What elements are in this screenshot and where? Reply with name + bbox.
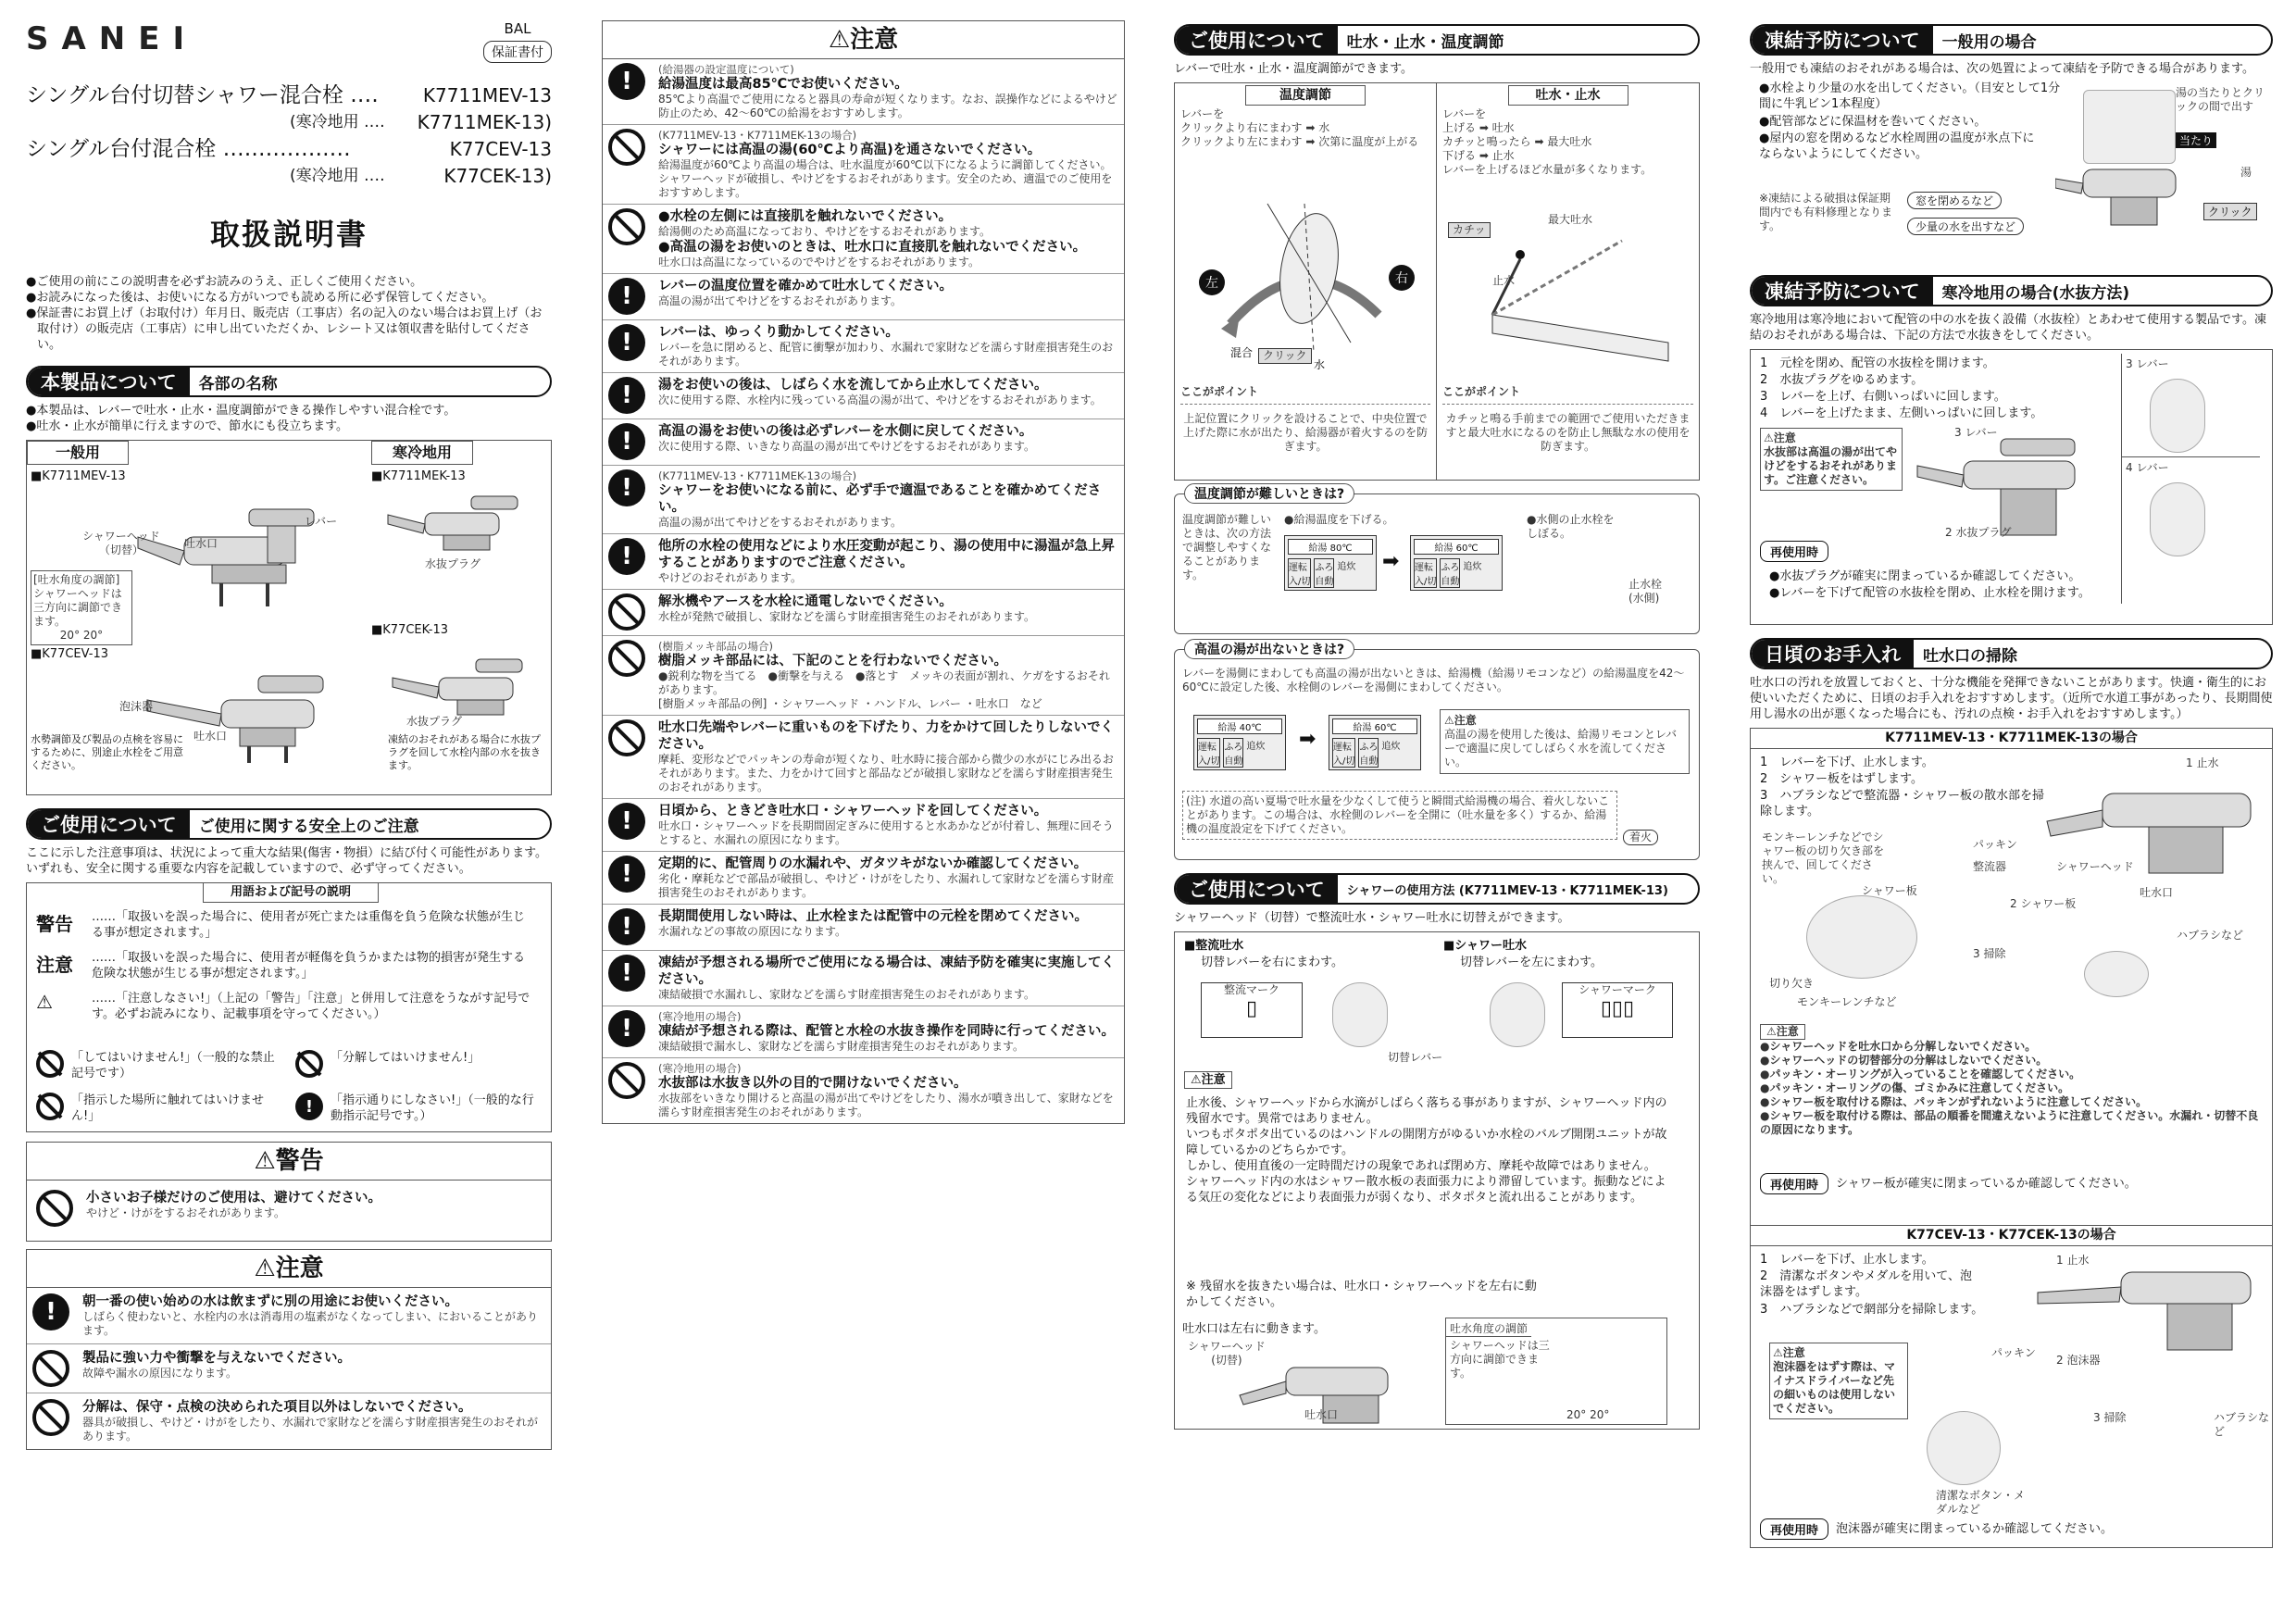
label-drain-plug: 水抜プラグ (425, 557, 481, 570)
stop-label: 止水 (1492, 274, 1516, 287)
caution-detail: やけどのおそれがあります。 (658, 571, 803, 584)
warranty-tag: 保証書付 (483, 41, 552, 63)
mandatory-icon: ! (608, 955, 645, 992)
mandatory-icon: ! (608, 423, 645, 460)
prohibit-icon (608, 208, 645, 245)
remote-before: 給湯 40℃ 運転 入/切 ふろ 自動 追炊 (1193, 715, 1286, 770)
mix-label: 混合 (1230, 346, 1254, 359)
prohibit-icon (608, 719, 645, 756)
drain-step: 3 レバーを上げ、右側いっぱいに回します。 (1760, 390, 2006, 404)
care-caution-2: ⚠注意 泡沫器をはずす際は、マイナスドライバーなど先の細いものは使用しないでください。 (1769, 1343, 1908, 1419)
shower-mark-icon: ▯▯▯ (1600, 997, 1635, 1020)
caution-item (603, 373, 1124, 419)
label-lever: レバー (305, 515, 338, 528)
no-hot-text: レバーを湯側にまわしても高温の湯が出ないときは、給湯機（給湯リモコンなど）の給湯温度を42～60℃に設定した後、水栓側のレバーを湯側にまわしてください。 (1182, 667, 1685, 693)
angle-callout: [吐水角度の調節] シャワーヘッドは三方向に調節できます。 20° 20° (31, 570, 132, 645)
care-step: 3 ハブラシなどで整流器・シャワー板の散水部を掃除します。 (1760, 789, 2045, 818)
label-spout: 吐水口 (184, 537, 218, 550)
label-lever: 3 レバー (1954, 426, 1998, 439)
lever-diagram (1174, 82, 1700, 481)
point-label: ここがポイント (1442, 385, 1521, 398)
caution-note: (寒冷地用の場合) (658, 1010, 742, 1023)
care-step: 1 レバーを下げ、止水します。 (1760, 1253, 1934, 1267)
note-cold: 凍結のおそれがある場合に水抜プラグを回して水栓内部の水を抜きます。 (388, 733, 541, 771)
prohibit-icon (32, 1350, 69, 1387)
document-title: 取扱説明書 (209, 217, 368, 252)
step-label: 1 止水 (2056, 1254, 2090, 1267)
no-hot-title: 高温の湯が出ないときは? (1184, 639, 1354, 659)
reuse-text: ●水抜プラグが確実に閉まっているか確認してください。 (1769, 569, 2081, 583)
arrow-icon: ➡ (1382, 550, 1400, 573)
caution-item (603, 466, 1124, 534)
mandatory-icon: ! (608, 856, 645, 893)
switch-lever-label: 切替レバー (1388, 1051, 1443, 1064)
caution-item (603, 419, 1124, 466)
no-hot-box (1174, 643, 1700, 860)
note-general: 水勢調節及び製品の点検を容易にするために、別途止水栓をご用意ください。 (31, 733, 183, 771)
caution-item (603, 590, 1124, 636)
caution-detail: ●鋭利な物を当てる ●衝撃を与える ●落とす メッキの表面が割れ、ケガをするおそれがあります。 (658, 669, 1110, 696)
caution-heading: 湯をお使いの後は、しばらく水を流してから止水してください。 (658, 378, 1048, 393)
label-rectifier: 整流器 (1973, 860, 2007, 873)
product-line-2: (寒冷地用 ‥‥ K7711MEK-13) (290, 111, 552, 133)
warning-sub: やけど・けがをするおそれがあります。 (86, 1206, 286, 1219)
drain-procedure-box (1750, 349, 2273, 625)
caution-heading: 水抜部は水抜き以外の目的で開けないでください。 (658, 1076, 967, 1091)
mode-straight-text: 切替レバーを右にまわす。 (1201, 956, 1344, 969)
label-shower-head: シャワーヘッド (2056, 860, 2134, 873)
care-step: 3 ハブラシなどで網部分を掃除します。 (1760, 1303, 1984, 1317)
label-shower-head: シャワーヘッド （切替） (82, 530, 160, 556)
label-packing: パッキン (1991, 1346, 2036, 1359)
flow-text: レバーを 上げる ➡ 吐水 カチッと鳴ったら ➡ 最大吐水 下げる ➡ 止水 レバーを上げるほど水量が多くなります。 (1442, 107, 1653, 176)
label-shower-head: シャワーヘッド (切替) (1188, 1340, 1266, 1367)
shower-mark: シャワーマーク ▯▯▯ (1562, 982, 1673, 1038)
section-header-product: 本製品について 各部の名称 (26, 366, 552, 397)
caution-item (603, 1006, 1124, 1058)
intro-list (26, 274, 552, 353)
care-heading: K77CEV-13・K77CEK-13の場合 (1751, 1226, 2272, 1246)
caution-item (603, 125, 1124, 205)
label-drain-plug: 2 水抜プラグ (1945, 526, 2012, 539)
prohibit-icon (608, 640, 645, 677)
column-1 (26, 20, 552, 1608)
caution-detail: 次に使用する際、いきなり高温の湯が出てやけどをするおそれがあります。 (658, 440, 1036, 453)
ignite-label: 着火 (1623, 830, 1658, 845)
faucet-dripping-illustration (2055, 142, 2194, 234)
mandatory-icon: ! (295, 1093, 323, 1120)
no-hot-note: (注) 水道の高い夏場で吐水量を少なくして使うと瞬間式給湯機の場合、着火しないことがあります。この場合は、水栓側のレバーを全開に（吐水量を多く）するか、給湯機の温度設定を下げてください。 (1182, 791, 1617, 840)
mandatory-icon: ! (608, 63, 645, 100)
drain-caution: ⚠注意 水抜部は高温の湯が出てやけどをするおそれがあります。ご注意ください。 (1760, 428, 1903, 491)
caution-note: (給湯器の設定温度について) (658, 63, 794, 76)
label-aerator: 2 泡沫器 (2056, 1354, 2101, 1367)
care-faucet-illustration-2 (2019, 1254, 2269, 1355)
care-box-2 (1750, 1226, 2273, 1548)
little-water-tag: 少量の水を出すなど (1907, 218, 2024, 235)
click-label: クリック (2203, 203, 2257, 220)
section-header-safety: ご使用について ご使用に関する安全上のご注意 (26, 808, 552, 840)
caution-item (603, 1058, 1124, 1123)
faucet-illustration-cold (379, 485, 536, 559)
prohibit-icon (36, 1190, 73, 1227)
mode-straight: ■整流吐水 (1184, 939, 1244, 953)
model-label: ■K77CEK-13 (371, 623, 449, 637)
mandatory-icon: ! (608, 803, 645, 840)
section-header-use1: ご使用について 吐水・止水・温度調節 (1174, 24, 1700, 56)
caution-title: ⚠注意 (602, 20, 1125, 59)
plate-illustration (2084, 951, 2149, 997)
warning-box (26, 1142, 552, 1242)
label-spout: 吐水口 (1304, 1408, 1339, 1421)
caution-detail: レバーを急に閉めると、配管に衝撃が加わり、水漏れで家財などを濡らす財産損害発生のおそれがあります。 (658, 341, 1114, 368)
section-header-care: 日頃のお手入れ 吐水口の掃除 (1750, 638, 2273, 669)
hard-temp-title: 温度調節が難しいときは? (1184, 483, 1354, 504)
drain-step: 4 レバーを上げたまま、左側いっぱいに回します。 (1760, 406, 2043, 420)
temp-lever-illustration (1175, 185, 1434, 370)
caution-heading: 長期間使用しない時は、止水栓または配管中の元栓を閉めてください。 (658, 909, 1088, 924)
flow-panel (1437, 83, 1699, 480)
product-desc: ●吐水・止水が簡単に行えますので、節水にも役立ちます。 (26, 419, 349, 433)
caution-heading: 樹脂メッキ部品には、下記のことを行わないでください。 (658, 654, 1007, 668)
wrench-note: モンキーレンチなどでシャワー板の切り欠き部を挟んで、回してください。 (1762, 831, 1885, 885)
caution-detail: 水抜部をいきなり開けると高温の湯が出てやけどをしたり、湯水が噴き出して、家財などを濡らす財産損害発生のおそれがあります。 (658, 1092, 1114, 1118)
caution-detail: 水漏れなどの事故の原因になります。 (658, 925, 847, 938)
point-label: ここがポイント (1180, 385, 1259, 398)
hot-click-note: 湯の当たりとクリックの間で出す (2176, 86, 2265, 113)
legend-no-touch: 「指示した場所に触れてはいけません!」 (36, 1093, 286, 1124)
shower-head-front (1490, 982, 1545, 1047)
care-heading: K7711MEV-13・K7711MEK-13の場合 (1751, 729, 2272, 749)
no-disassemble-icon (32, 1399, 69, 1436)
resin-parts-list: [樹脂メッキ部品の例] ・シャワーヘッド ・ハンドル、レバー ・吐水口 など (658, 697, 1042, 710)
care-text: 吐水口の汚れを放置しておくと、十分な機能を発揮できないことがあります。快適・衛生的にお使いいただくために、日頃のお手入れをおすすめします。（近所で水道工事があったり、長期間使用し湯水の出が悪くなった場合にも、汚れの点検・お手入れをおすすめします。） (1750, 676, 2273, 721)
parts-diagram (26, 440, 552, 795)
model-label: ■K7711MEV-13 (31, 469, 126, 483)
hard-temp-text: 温度調節が難しいときは、次の方法で調整しやすくなることがあります。 (1182, 513, 1272, 581)
product-desc: ●本製品は、レバーで吐水・止水・温度調節ができる操作しやすい混合栓です。 (26, 404, 456, 418)
label-notch: 切り欠き (1769, 977, 1815, 990)
legend-title: 用語および記号の説明 (203, 882, 379, 903)
caution-item (603, 534, 1124, 590)
care-reuse: 再使用時 シャワー板が確実に閉まっているか確認してください。 (1760, 1173, 2137, 1194)
drain-step: 1 元栓を閉め、配管の水抜栓を開けます。 (1760, 356, 1995, 370)
max-label: 最大吐水 (1548, 213, 1593, 226)
caution-list (602, 59, 1125, 1124)
intro-item: ●お読みになった後は、お使いになる方がいつでも読める所に必ず保管してください。 (26, 291, 494, 305)
no-hot-caution: ⚠注意 高温の湯を使用した後は、給湯リモコンとレバーで適温に戻してしばらく水を流してください。 (1440, 709, 1690, 774)
label-aerator: 泡沫器 (119, 700, 154, 713)
caution-heading: 高温の湯をお使いの後は必ずレバーを水側に戻してください。 (658, 424, 1033, 439)
model-label: ■K77CEV-13 (31, 647, 109, 661)
caution-heading: 日頃から、ときどき吐水口・シャワーヘッドを回してください。 (658, 804, 1048, 818)
freeze-cold-text: 寒冷地用は寒冷地において配管の中の水を抜く設備（水抜栓）とあわせて使用する製品です。凍結のおそれがある場合は、下記の方法で水抜きをしてください。 (1750, 313, 2266, 343)
caution-detail: 85℃より高温でご使用になると器具の寿命が短くなります。なお、誤操作などによるやけど防止のため、42～60℃の給湯をおすすめします。 (658, 93, 1117, 119)
triangle-icon: ⚠ (36, 991, 53, 1013)
label-shower-plate: シャワー板 (1862, 884, 1917, 897)
use2-text: シャワーヘッド（切替）で整流吐水・シャワー吐水に切替えができます。 (1174, 911, 1570, 925)
angle-adjust-box: 吐水角度の調節 シャワーヘッドは三方向に調節できます。 20° 20° (1445, 1318, 1667, 1425)
hot-label: 湯 (2240, 166, 2252, 179)
care-box-1 (1750, 728, 2273, 1226)
freeze-general-text: 一般用でも凍結のおそれがある場合は、次の処置によって凍結を予防できる場合があります。 (1750, 62, 2254, 76)
cold-tab: 寒冷地用 (371, 441, 473, 465)
drain-step: 2 水抜プラグをゆるめます。 (1760, 373, 1924, 387)
caution-detail: 水栓が発熱で破損し、家財などを濡らす財産損害発生のおそれがあります。 (658, 610, 1036, 623)
coin-illustration (1927, 1411, 2001, 1485)
caution-note: (寒冷地用の場合) (658, 1062, 742, 1075)
care-faucet-illustration (2028, 756, 2269, 877)
shower-box (1174, 931, 1700, 1430)
product-line-1: シングル台付切替シャワー混合栓 ‥‥ K7711MEV-13 (26, 83, 552, 107)
caution-item: ! 朝一番の使い始めの水は飲まずに別の用途にお使いください。 しばらく使わないと、水栓内の水は消毒用の塩素がなくなってしまい、においることがあります。 (27, 1288, 551, 1344)
caution-detail: 凍結破損で水漏れし、家財などを濡らす財産損害発生のおそれがあります。 (658, 988, 1036, 1001)
freeze-note: ※凍結による破損は保証期間内でも有料修理となります。 (1759, 192, 1893, 232)
prohibit-icon (608, 593, 645, 631)
section-header-freeze-general: 凍結予防について 一般用の場合 (1750, 24, 2273, 56)
freeze-item: ●屋内の窓を閉めるなど水栓周囲の温度が氷点下にならないようにしてください。 (1759, 131, 2035, 161)
caution-item (603, 716, 1124, 799)
caution-heading: レバーは、ゆっくり動かしてください。 (658, 325, 899, 340)
column-3 (1174, 20, 1700, 1608)
lever-steps: 3 レバー 4 レバー (2121, 354, 2260, 604)
legend-no-disassemble: 「分解してはいけません!」 (295, 1050, 545, 1078)
reuse-text: ●レバーを下げて配管の水抜栓を閉め、止水栓を開けます。 (1769, 586, 2090, 600)
caution-detail: 凍結破損で漏水し、家財などを濡らす財産損害発生のおそれがあります。 (658, 1040, 1025, 1053)
caution-note: (樹脂メッキ部品の場合) (658, 640, 773, 653)
caution-detail: 給湯温度が60℃より高温の場合は、吐水温度が60℃以下になるように調節してください。シャワーヘッドが破損し、やけどをするおそれがあります。安全のため、適温でのご使用をおすすめします。 (658, 158, 1113, 199)
remote-after: 給湯 60℃ 運転 入/切 ふろ 自動 追炊 (1329, 715, 1421, 770)
care-step: 2 シャワー板をはずします。 (1760, 772, 1923, 786)
left-label: 左 (1205, 276, 1218, 291)
legend-mandatory: ! 「指示通りにしなさい!」（一般的な行動指示記号です。） (295, 1093, 545, 1124)
caution-item (603, 905, 1124, 951)
legend-prohibit: 「してはいけません!」（一般的な禁止記号です） (36, 1050, 286, 1081)
caution-item: 製品に強い力や衝撃を与えないでください。 故障や漏水の原因になります。 (27, 1344, 551, 1393)
caution-item (603, 205, 1124, 274)
caution-detail: 吐水口は高温になっているのでやけどをするおそれがあります。 (658, 256, 980, 269)
care-step: 2 清潔なボタンやメダルを用いて、泡沫器をはずします。 (1760, 1269, 1973, 1299)
legend-triangle: ⚠ ……「注意しなさい!」（上記の「警告」「注意」と併用して注意をうながす記号です。必ずお読みになり、記載事項を守ってください。） (36, 991, 530, 1021)
no-touch-icon (36, 1093, 64, 1120)
caution-heading: 凍結が予想される場所でご使用になる場合は、凍結予防を確実に実施してください。 (658, 956, 1115, 987)
general-tab: 一般用 (27, 441, 129, 465)
mandatory-icon: ! (608, 1010, 645, 1047)
shower-head-front (1332, 982, 1388, 1047)
step-label: 3 掃除 (1973, 947, 2006, 960)
right-label: 右 (1395, 271, 1408, 286)
straight-mark-icon: ▯ (1245, 997, 1258, 1020)
intro-item: ●ご使用の前にこの説明書を必ずお読みのうえ、正しくご使用ください。 (26, 275, 423, 289)
caution-heading: 給湯温度は最高85℃でお使いください。 (658, 77, 908, 92)
temp-panel (1175, 83, 1437, 480)
caution-note: (K7711MEV-13・K7711MEK-13の場合) (658, 129, 857, 142)
freeze-item: ●水栓より少量の水を出してください。（目安として1分間に牛乳ビン1本程度） (1759, 81, 2061, 111)
caution-note: (K7711MEV-13・K7711MEK-13の場合) (658, 469, 857, 482)
caution-heading: ●高温の湯をお使いのときは、吐水口に直接肌を触れないでください。 (658, 240, 1087, 255)
label-spout: 吐水口 (193, 730, 228, 743)
bal-label: BAL (504, 20, 531, 37)
section-header-freeze-cold: 凍結予防について 寒冷地用の場合(水抜方法) (1750, 275, 2273, 306)
product-line-3: シングル台付混合栓 ‥‥‥‥‥‥‥‥‥ K77CEV-13 (26, 137, 552, 161)
legend-box (26, 882, 552, 1132)
reuse-tag: 再使用時 (1760, 541, 1828, 562)
step-label: 1 止水 (2186, 756, 2219, 769)
hard-temp-step: ●水側の止水栓をしぼる。 (1527, 513, 1615, 540)
mandatory-icon: ! (608, 538, 645, 575)
mandatory-icon: ! (608, 324, 645, 361)
caution-heading: 定期的に、配管周りの水漏れや、ガタツキがないか確認してください。 (658, 856, 1088, 871)
mandatory-icon: ! (608, 469, 645, 506)
bal-block (483, 20, 552, 63)
faucet-illustration-simple-cold (383, 641, 541, 724)
mode-shower: ■シャワー吐水 (1443, 939, 1528, 953)
shower-caution-note: ※ 残留水を抜きたい場合は、吐水口・シャワーヘッドを左右に動かしてください。 (1186, 1280, 1537, 1309)
click-label: クリック (1258, 348, 1312, 364)
label-brush: ハブラシなど (2177, 929, 2244, 942)
caution-item (603, 320, 1124, 373)
caution-heading: ●水栓の左側には直接肌を触れないでください。 (658, 209, 953, 224)
caution-item (603, 799, 1124, 852)
wrench-illustration (1806, 895, 1917, 979)
straight-mark: 整流マーク ▯ (1201, 982, 1303, 1038)
caution-detail: 劣化・摩耗などで部品が破損し、やけど・けがをしたり、水漏れして家財などを濡らす財産損害発生のおそれがあります。 (658, 872, 1115, 899)
temp-text: レバーを クリックより右にまわす ➡ 水 クリックより左にまわす ➡ 次第に温度が上がる (1180, 107, 1419, 148)
warning-title: ⚠警告 (26, 1142, 552, 1181)
hard-temp-box (1174, 487, 1700, 634)
mandatory-icon: ! (608, 908, 645, 945)
freeze-item: ●配管部などに保温材を巻いてください。 (1759, 115, 1987, 129)
section-header-use2: ご使用について シャワーの使用方法 (K7711MEV-13・K7711MEK-13) (1174, 873, 1700, 905)
caution-heading: 凍結が予想される際は、配管と水栓の水抜き操作を同時に行ってください。 (658, 1024, 1115, 1039)
intro-item: ●保証書にお買上げ（お取付け）年月日、販売店（工事店）名の記入のない場合はお買上げ（お取付け）の販売店（工事店）に申し出ていただくか、レシート又は領収書を貼付してください。 (26, 306, 543, 352)
caution-item (603, 636, 1124, 716)
no-disassemble-icon (295, 1050, 323, 1078)
faucet-illustration-main (129, 481, 342, 611)
arrow-icon: ➡ (1299, 728, 1316, 751)
step-label: 2 シャワー板 (2010, 897, 2077, 910)
mode-shower-text: 切替レバーを左にまわす。 (1460, 956, 1603, 969)
column-4 (1750, 20, 2273, 1608)
product-line-4: (寒冷地用 ‥‥ K77CEK-13) (290, 165, 552, 187)
mandatory-icon: ! (608, 278, 645, 315)
caution-detail: 摩耗、変形などでパッキンの寿命が短くなり、吐水時に接合部から微少の水がにじみ出るおそれがあります。また、力をかけて回すと部品などが破損し家財などを濡らす財産損害発生のおそれがあります。 (658, 753, 1114, 793)
label-coin: 清潔なボタン・メダルなど (1936, 1489, 2026, 1516)
caution-detail: 高温の湯が出てやけどをするおそれがあります。 (658, 516, 903, 529)
mandatory-icon: ! (32, 1293, 69, 1330)
column-2 (602, 20, 1125, 1608)
caution-item (603, 59, 1124, 125)
caution-heading: 他所の水栓の使用などにより水圧変動が起こり、湯の使用中に湯温が急上昇することがありますのでご注意ください。 (658, 539, 1115, 570)
caution-heading: シャワーには高温の湯(60℃より高温)を通さないでください。 (658, 143, 1042, 157)
caution-detail: 給湯側のため高温になっており、やけどをするおそれがあります。 (658, 225, 992, 238)
brand-logo: SANEI (26, 20, 198, 57)
point-text: カチッと鳴る手前までの範囲でご使用いただきますと最大吐水になるのを防止し無駄な水の使用を防ぎます。 (1442, 404, 1693, 454)
legend-warning: 警告 ……「取扱いを誤った場合に、使用者が死亡または重傷を負う危険な状態が生じる事が想定されます。」 (36, 910, 526, 940)
use1-text: レバーで吐水・止水・温度調節ができます。 (1174, 62, 1414, 76)
caution-detail: 次に使用する際、水栓内に残っている高温の湯が出て、やけどをするおそれがあります。 (658, 394, 1102, 406)
label-packing: パッキン (1973, 838, 2017, 851)
label-brush: ハブラシなど (2214, 1411, 2270, 1438)
point-text: 上記位置にクリックを設けることで、中央位置で上げた際に水が出たり、給湯器が着火するのを防ぎます。 (1180, 404, 1430, 454)
care-caution: ⚠注意 ●シャワーヘッドを吐水口から分解しないでください。 ●シャワーヘッドの切替部分の分解はしないでください。 ●パッキン・オーリングが入っていることを確認してください。 ●パッキン・オーリングの傷、ゴミかみに注意してください。 ●シャワー板を取付ける際は、パッキンがずれないように注意してください。 ●シャワー板を取付ける際は、部品の順番を間違えないように注意してください。水漏れ・切替不良の原因になります。 (1760, 1025, 2259, 1136)
legend-caution: 注意 ……「取扱いを誤った場合に、使用者が軽傷を負うかまたは物的損害が発生する危険な状態が生じる事が想定されます。」 (36, 951, 526, 981)
atari-label: 当たり (2176, 132, 2216, 148)
caution-item (603, 274, 1124, 320)
remote-after: 給湯 60℃ 運転 入/切 ふろ 自動 追炊 (1410, 535, 1503, 591)
catch-label: カチッ (1448, 222, 1491, 238)
step-label: 3 掃除 (2093, 1411, 2127, 1424)
caution-detail: 吐水口・シャワーヘッドを長期間固定ぎみに使用すると水あかなどが付着し、無理に回そうとすると、水漏れの原因になります。 (658, 819, 1114, 846)
shower-caution-text: 止水後、シャワーヘッドから水滴がしばらく落ちる事がありますが、シャワーヘッド内の残留水です。異常ではありません。 いつもポタポタ出ているのはハンドルの開閉方がゆるいか水栓のバルブ開閉ユニットが故障しているかのどちらかです。 しかし、使用直後の一定時間だけの現象であれば閉め方、摩耗や故障ではありません。 シャワーヘッド内の水はシャワー散水板の表面張力により滞留しています。振動などによる気圧の変化などにより表面張力が弱くなり、ポタポタと流れ出ることがあります。 (1186, 1096, 1667, 1205)
caution-box-left (26, 1249, 552, 1450)
label-monkey-wrench: モンキーレンチなど (1797, 995, 1897, 1008)
prohibit-icon (608, 1062, 645, 1099)
caution-heading: シャワーをお使いになる前に、必ず手で適温であることを確かめてください。 (658, 483, 1102, 515)
warning-text: 小さいお子様だけのご使用は、避けてください。 (86, 1191, 381, 1206)
caution-item: 分解は、保守・点検の決められた項目以外はしないでください。 器具が破損し、やけど・けがをしたり、水漏れで家財などを濡らす財産損害発生のおそれがあります。 (27, 1393, 551, 1449)
prohibit-icon (608, 129, 645, 166)
shower-caution-title: ⚠注意 (1184, 1071, 1232, 1089)
care-reuse-2: 再使用時 泡沫器が確実に閉まっているか確認してください。 (1760, 1518, 2113, 1540)
label-drain-plug: 水抜プラグ (406, 715, 463, 728)
flow-heading: 吐水・止水 (1508, 85, 1628, 106)
freeze-general-body (1750, 77, 2273, 262)
caution-title: ⚠注意 (26, 1249, 552, 1288)
caution-item (603, 951, 1124, 1006)
model-label: ■K7711MEK-13 (371, 469, 466, 483)
prohibit-icon (36, 1050, 64, 1078)
caution-heading: 解氷機やアースを水栓に通電しないでください。 (658, 594, 953, 609)
care-step: 1 レバーを下げ、止水します。 (1760, 756, 1934, 769)
caution-heading: レバーの温度位置を確かめて吐水してください。 (658, 279, 953, 294)
safety-text: ここに示した注意事項は、状況によって重大な結果(傷害・物損）に結び付く可能性があります。 いずれも、安全に関する重要な内容を記載していますので、必ず守ってください。 (26, 846, 548, 876)
water-label: 水 (1314, 358, 1326, 370)
hard-temp-step: ●給湯温度を下げる。 (1284, 513, 1394, 526)
close-window-tag: 窓を閉めるなど (1907, 192, 2002, 209)
caution-detail: 高温の湯が出てやけどをするおそれがあります。 (658, 294, 903, 307)
remote-before: 給湯 80℃ 運転 入/切 ふろ 自動 追炊 (1284, 535, 1377, 591)
temp-heading: 温度調節 (1245, 85, 1366, 106)
label-spout: 吐水口 (2140, 886, 2174, 899)
valve-label: 止水栓 (水側) (1628, 578, 1663, 605)
caution-heading: 吐水口先端やレバーに重いものを下げたり、力をかけて回したりしないでください。 (658, 720, 1114, 752)
mandatory-icon: ! (608, 377, 645, 414)
rotate-text: 吐水口は左右に動きます。 (1182, 1322, 1326, 1336)
caution-item (603, 852, 1124, 905)
